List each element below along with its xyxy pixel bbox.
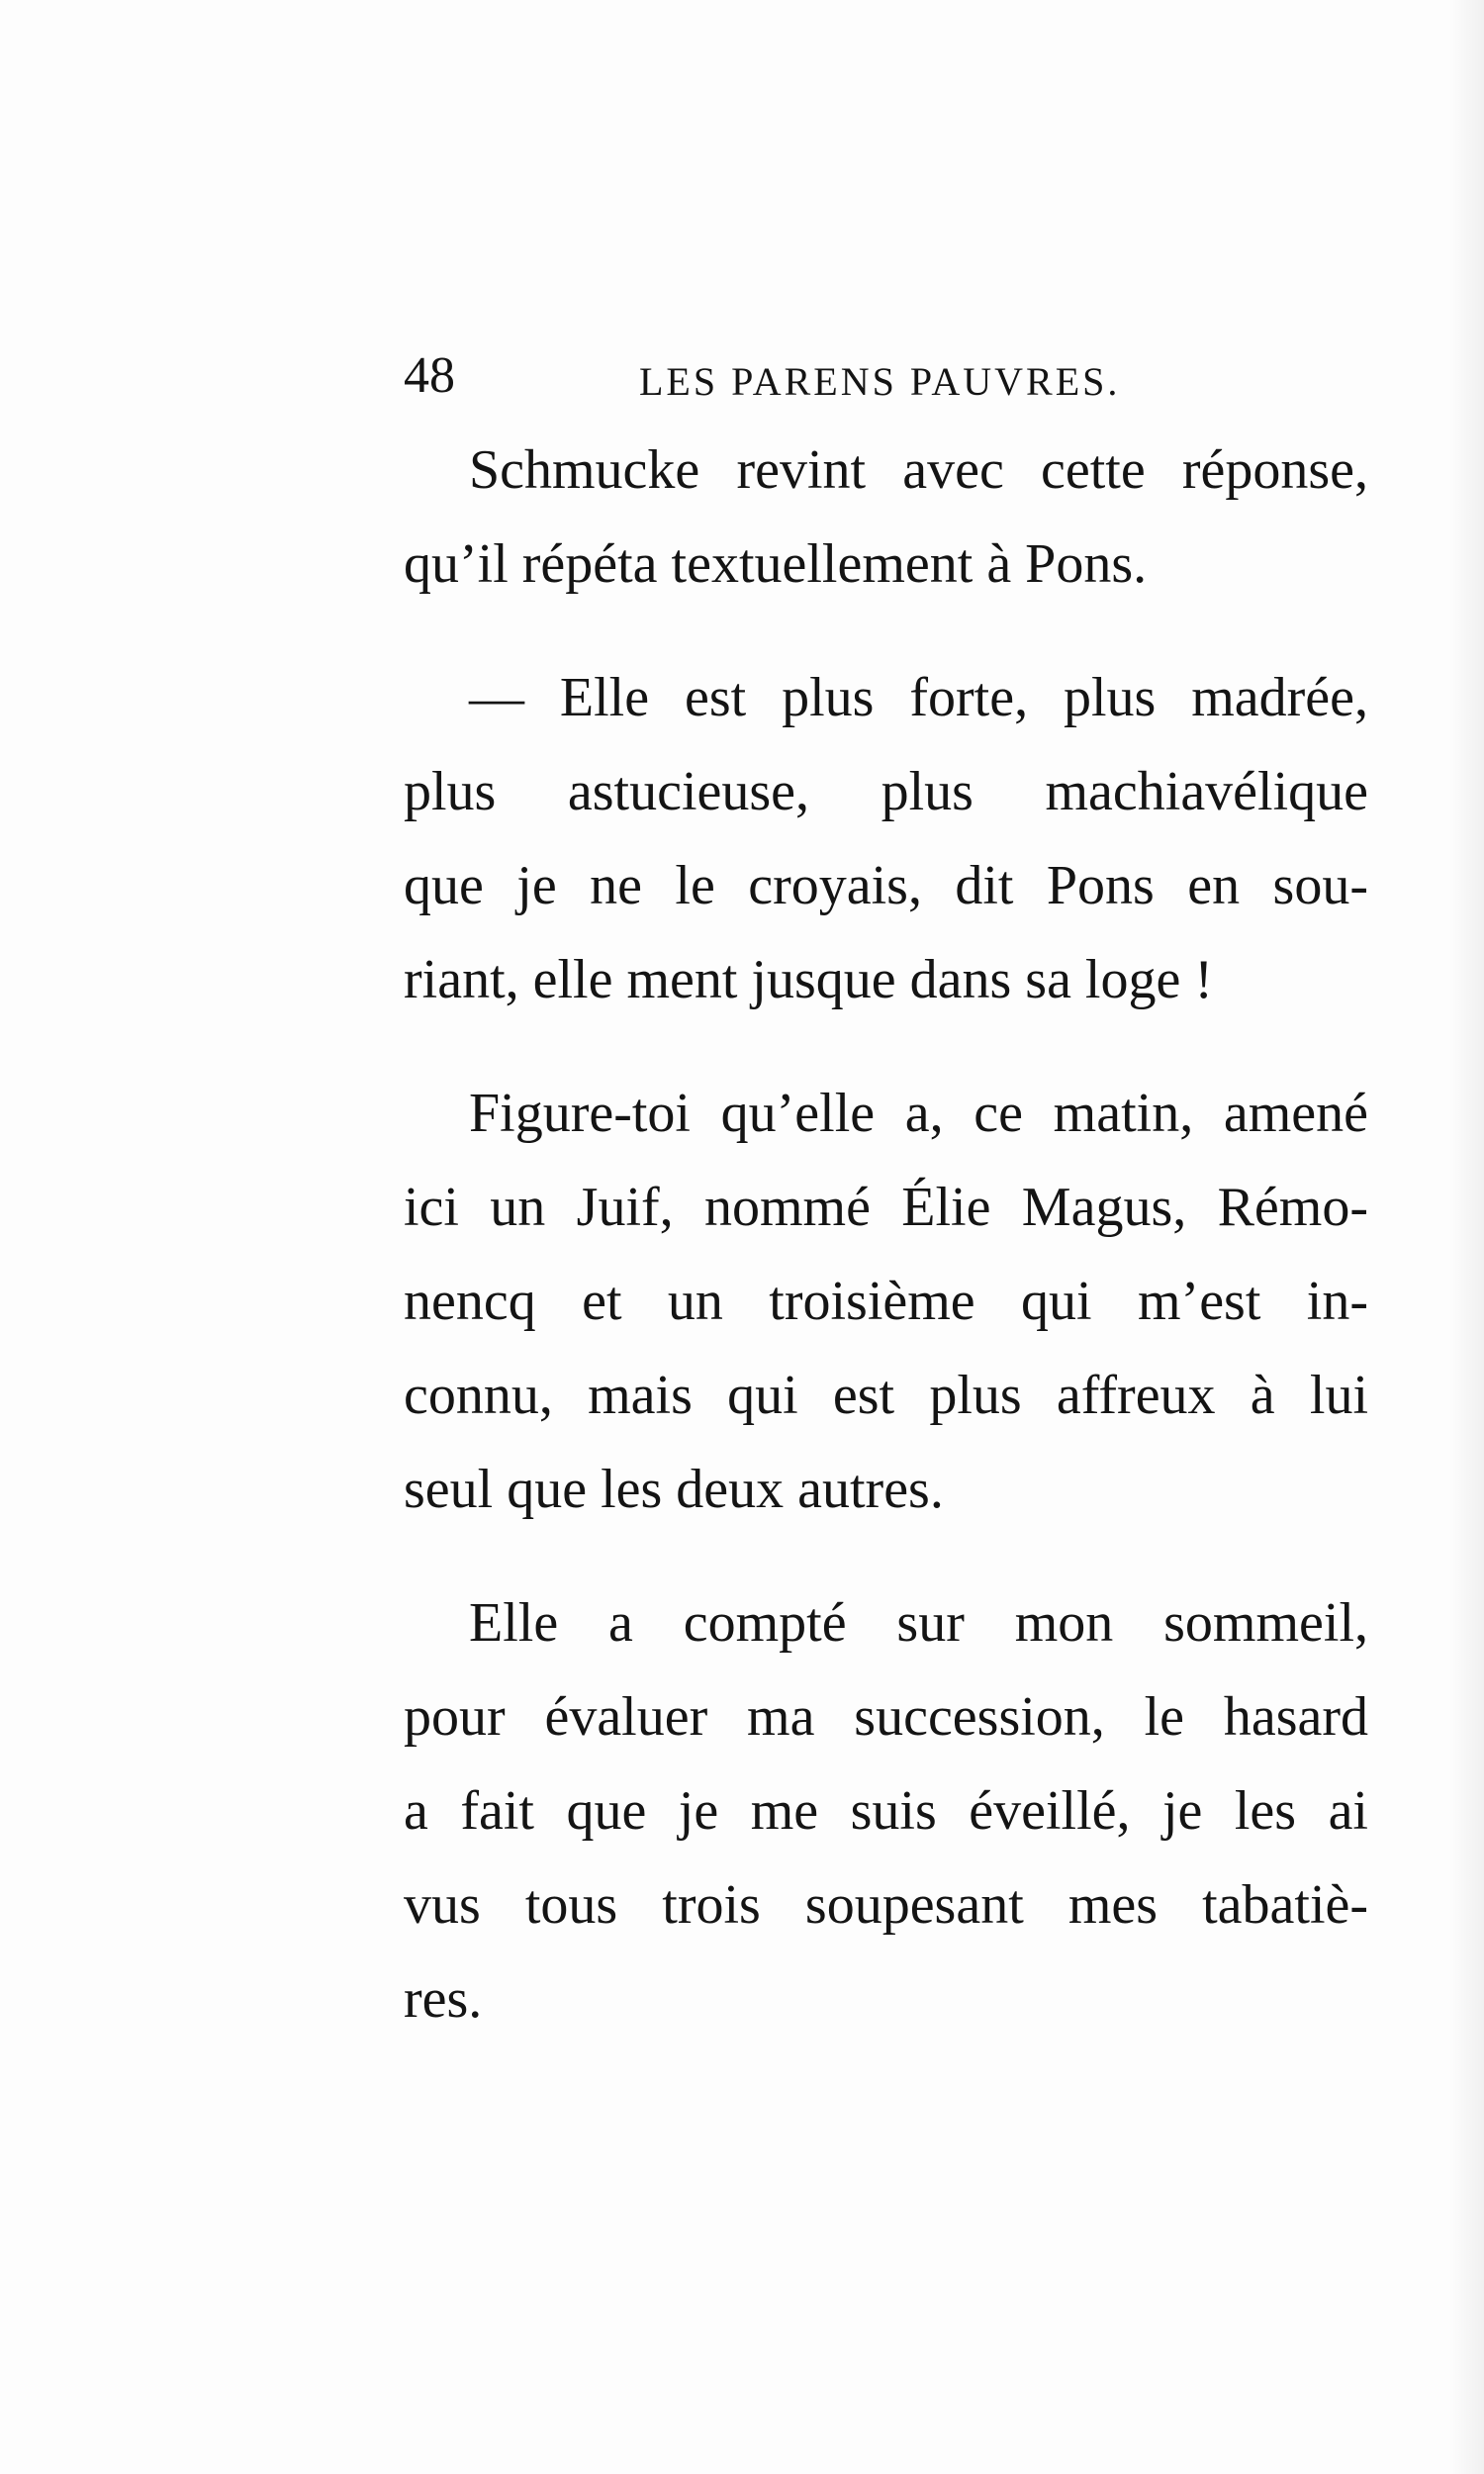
text-line: connu, mais qui est plus affreux à lui xyxy=(404,1365,1368,1426)
paragraph-4 xyxy=(404,1576,1368,2046)
text-line: ici un Juif, nommé Élie Magus, Rémo- xyxy=(404,1177,1368,1238)
text-line: Figure-toi qu’elle a, ce matin, amené xyxy=(469,1083,1368,1144)
text-line: que je ne le croyais, dit Pons en sou- xyxy=(404,855,1368,916)
text-line: res. xyxy=(404,1968,483,2030)
page-number: 48 xyxy=(404,347,455,404)
text-line: plus astucieuse, plus machiavélique xyxy=(404,761,1368,822)
paragraph-1 xyxy=(404,424,1368,612)
running-head-title: LES PARENS PAUVRES. xyxy=(639,359,1121,404)
text-line: a fait que je me suis éveillé, je les ai xyxy=(404,1780,1368,1842)
paragraph-2 xyxy=(404,651,1368,1027)
text-line: Schmucke revint avec cette réponse, xyxy=(469,439,1368,501)
text-line: Elle a compté sur mon sommeil, xyxy=(469,1592,1368,1654)
text-line: vus tous trois soupesant mes tabatiè- xyxy=(404,1874,1368,1936)
text-line: — Elle est plus forte, plus madrée, xyxy=(469,667,1368,728)
text-line: pour évaluer ma succession, le hasard xyxy=(404,1686,1368,1748)
text-line: riant, elle ment jusque dans sa loge ! xyxy=(404,949,1213,1010)
text-line: nencq et un troisième qui m’est in- xyxy=(404,1271,1368,1332)
paragraph-3 xyxy=(404,1067,1368,1537)
text-block xyxy=(404,336,1368,2046)
text-line: qu’il répéta textuellement à Pons. xyxy=(404,533,1148,595)
page-edge-shadow xyxy=(1448,0,1484,2474)
running-head xyxy=(404,336,1368,416)
text-line: seul que les deux autres. xyxy=(404,1459,944,1520)
